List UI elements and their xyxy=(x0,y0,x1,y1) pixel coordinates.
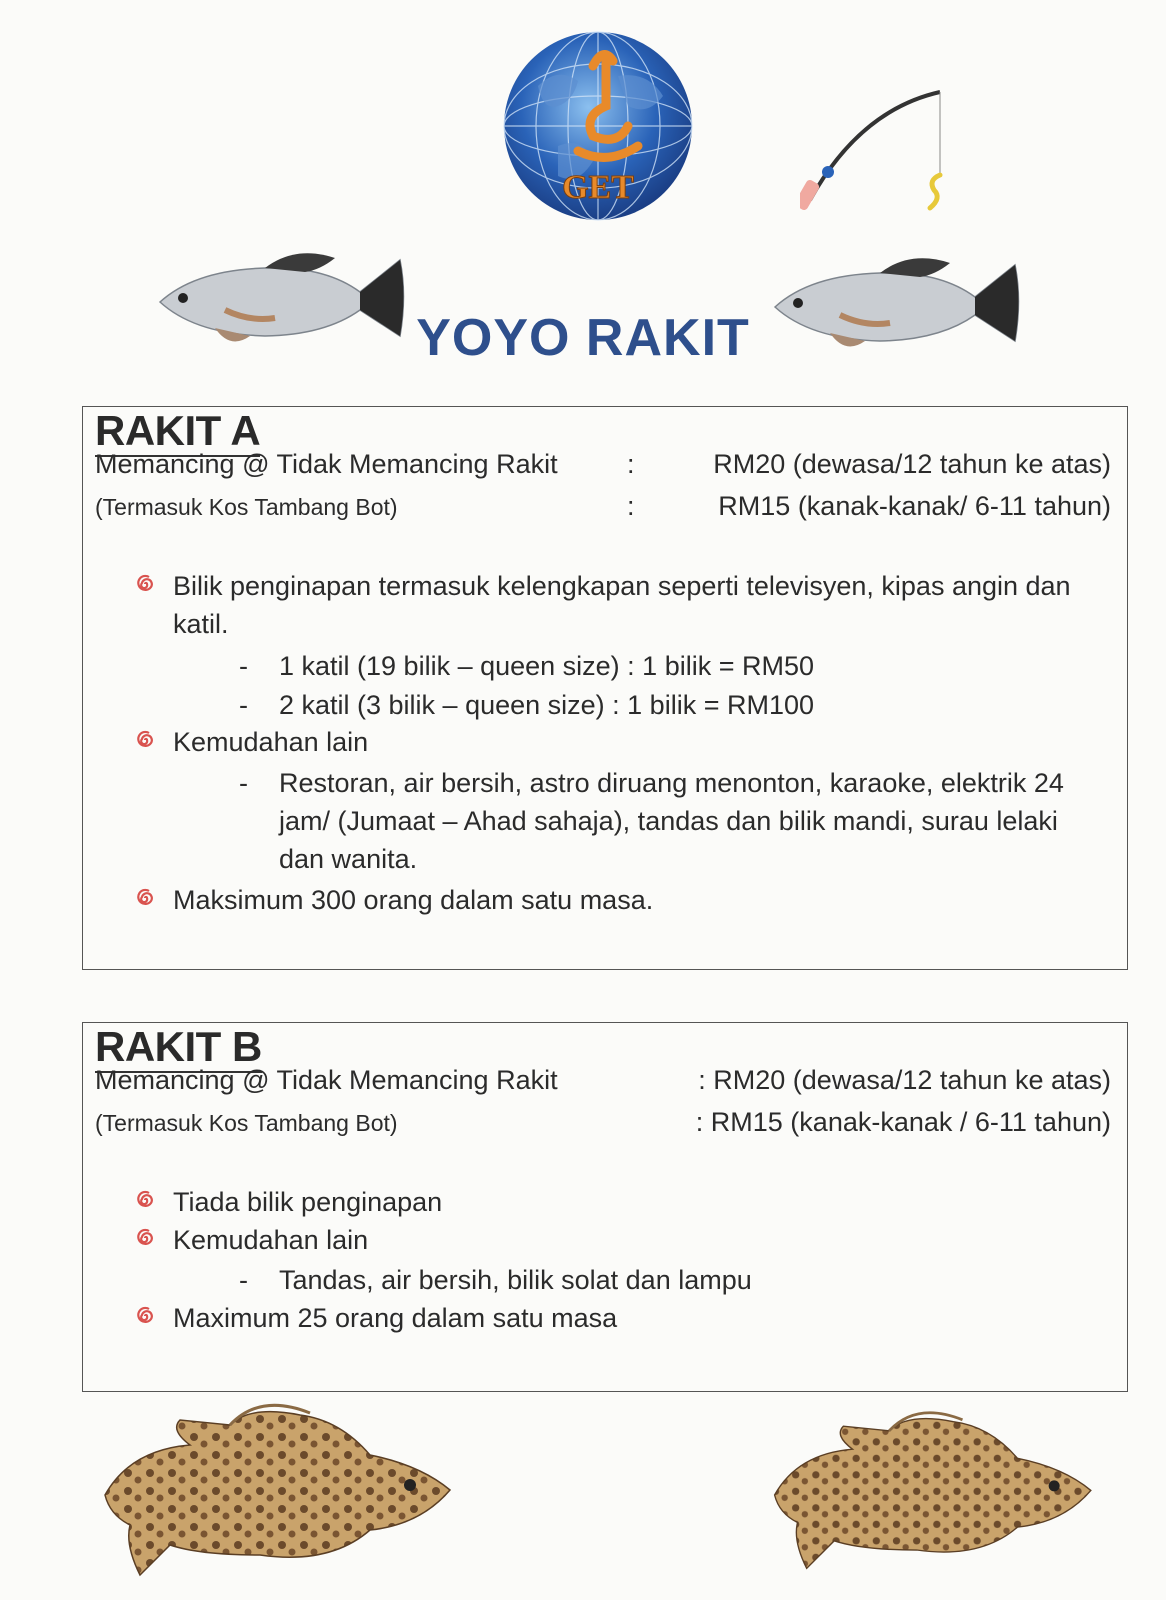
sub-item: - Tandas, air bersih, bilik solat dan lampu xyxy=(239,1265,752,1295)
grouper-fish-icon xyxy=(100,1395,460,1595)
rakit-a-price-child xyxy=(95,491,1111,527)
list-item: Tiada bilik penginapan xyxy=(135,1183,1087,1221)
price-note: (Termasuk Kos Tambang Bot) xyxy=(95,494,398,520)
get-logo-icon xyxy=(498,26,698,226)
spiral-bullet-icon xyxy=(135,887,157,909)
price-value: : RM20 (dewasa/12 tahun ke atas) xyxy=(698,1065,1111,1095)
price-label: Memancing @ Tidak Memancing Rakit xyxy=(95,449,558,479)
sub-item: - 2 katil (3 bilik – queen size) : 1 bilik = RM100 xyxy=(239,690,815,720)
rakit-b-section xyxy=(82,1022,1128,1392)
rakit-b-heading: RAKIT B xyxy=(95,1025,262,1073)
spiral-bullet-icon xyxy=(135,573,157,595)
list-item: Maximum 25 orang dalam satu masa xyxy=(135,1299,1087,1337)
rakit-b-price-child xyxy=(95,1107,1111,1143)
rakit-a-heading: RAKIT A xyxy=(95,409,260,457)
list-item: Kemudahan lain xyxy=(135,1221,1087,1259)
rakit-a-section xyxy=(82,406,1128,970)
list-item: Kemudahan lain xyxy=(135,723,1087,761)
rakit-a-price-adult xyxy=(95,449,1111,485)
svg-text:GET: GET xyxy=(562,169,634,206)
page-title: YOYO RAKIT xyxy=(416,309,750,367)
spiral-bullet-icon xyxy=(135,729,157,751)
list-item: Bilik penginapan termasuk kelengkapan seperti televisyen, kipas angin dan katil. xyxy=(135,567,1087,643)
price-colon: : xyxy=(627,449,635,479)
price-colon: : xyxy=(627,491,635,521)
price-value: RM20 (dewasa/12 tahun ke atas) xyxy=(713,449,1111,479)
list-item: Maksimum 300 orang dalam satu masa. xyxy=(135,881,1087,919)
fishing-rod-icon xyxy=(800,80,960,220)
grouper-fish-icon xyxy=(770,1395,1100,1595)
price-note: (Termasuk Kos Tambang Bot) xyxy=(95,1110,398,1136)
sub-item: - Restoran, air bersih, astro diruang menonton, karaoke, elektrik 24 jam/ (Jumaat – Ahad sahaja), tandas dan bilik mandi, surau lelaki dan wanita. xyxy=(239,768,1064,874)
price-label: Memancing @ Tidak Memancing Rakit xyxy=(95,1065,558,1095)
price-value: RM15 (kanak-kanak/ 6-11 tahun) xyxy=(718,491,1111,521)
spiral-bullet-icon xyxy=(135,1189,157,1211)
spiral-bullet-icon xyxy=(135,1305,157,1327)
sub-item: - 1 katil (19 bilik – queen size) : 1 bilik = RM50 xyxy=(239,651,815,681)
spiral-bullet-icon xyxy=(135,1227,157,1249)
rakit-b-price-adult xyxy=(95,1065,1111,1101)
price-value: : RM15 (kanak-kanak / 6-11 tahun) xyxy=(695,1107,1111,1137)
